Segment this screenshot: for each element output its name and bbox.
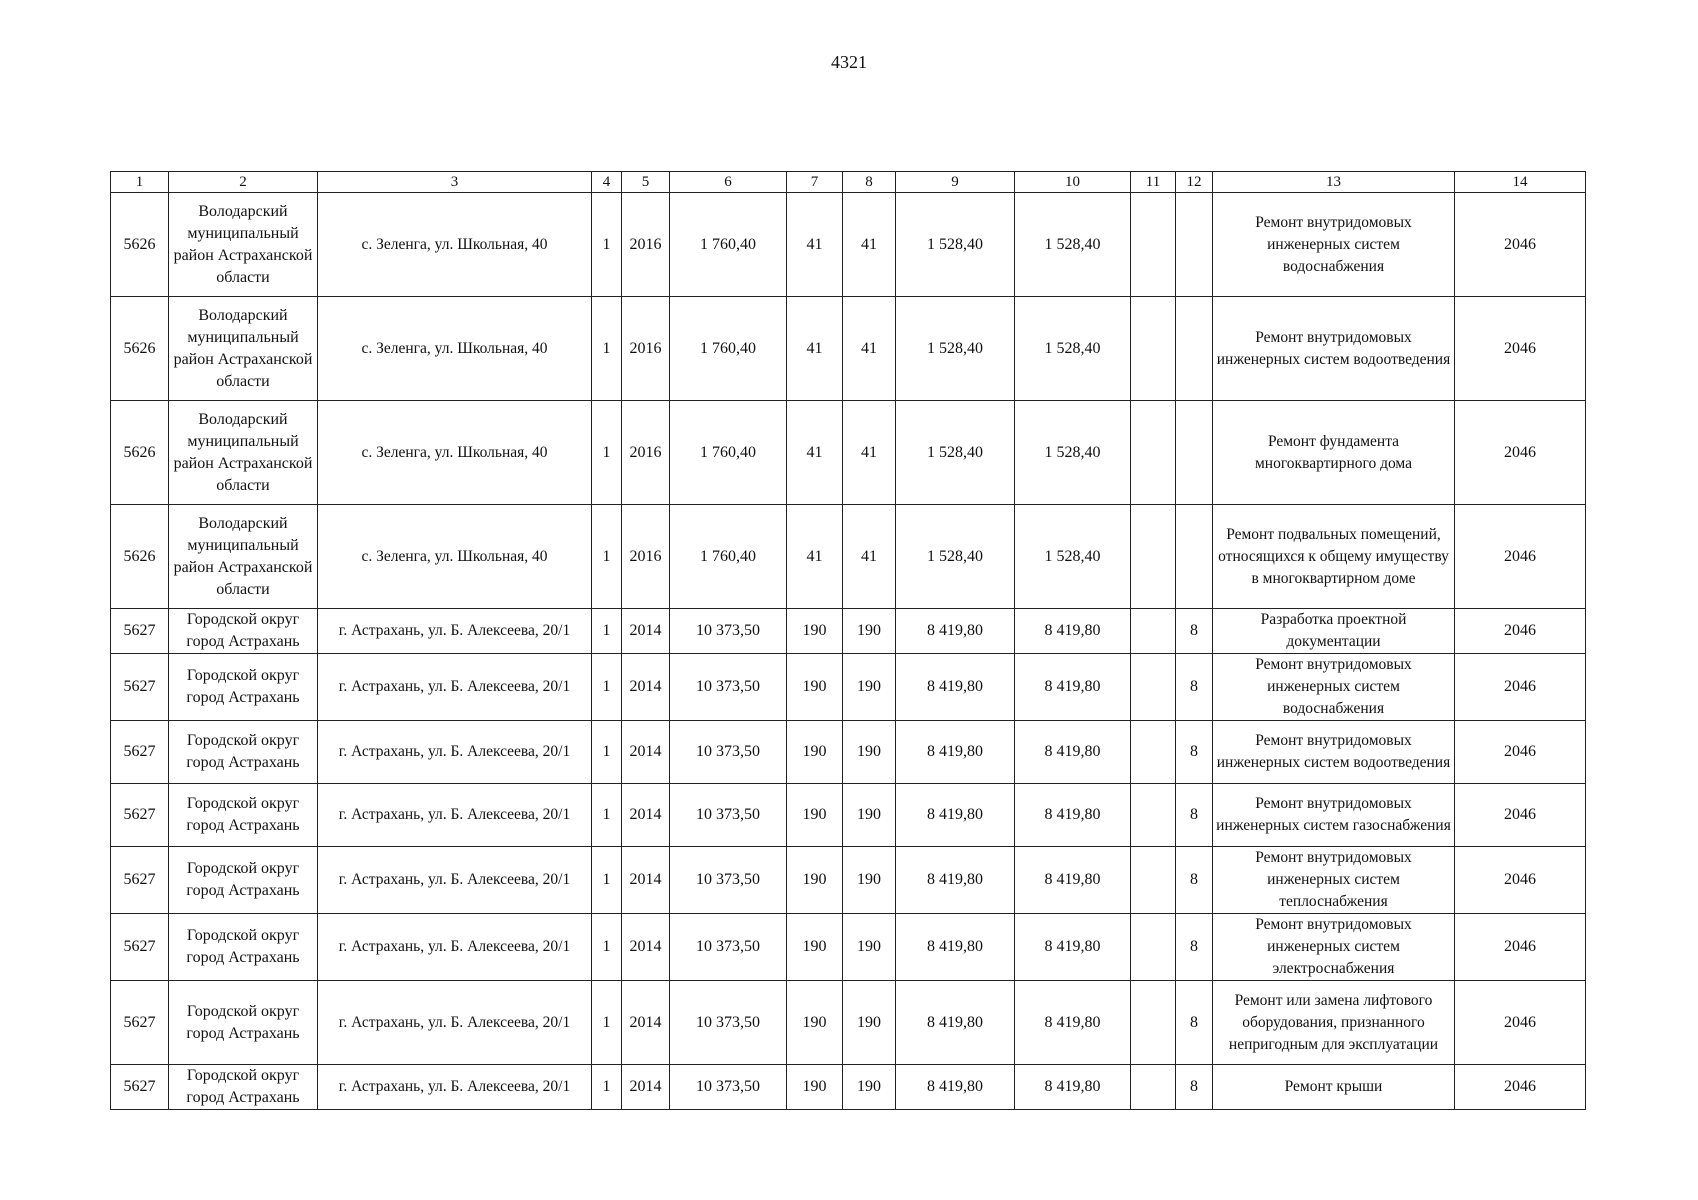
column-header: 2	[169, 172, 318, 193]
year-cell: 2014	[622, 784, 670, 847]
total-area-cell: 10 373,50	[670, 609, 787, 654]
area-cell-9: 8 419,80	[896, 784, 1015, 847]
area-cell-10: 8 419,80	[1015, 609, 1131, 654]
plan-year-cell: 2046	[1455, 654, 1586, 721]
table-row	[111, 505, 1586, 609]
total-area-cell: 10 373,50	[670, 981, 787, 1065]
house-id-cell: 5626	[111, 297, 169, 401]
total-area-cell: 10 373,50	[670, 1065, 787, 1110]
page-number: 4321	[831, 52, 867, 72]
work-type-cell: Ремонт внутридомовых инженерных систем теплоснабжения	[1213, 847, 1455, 914]
address-cell: г. Астрахань, ул. Б. Алексеева, 20/1	[318, 784, 592, 847]
work-type-cell: Ремонт крыши	[1213, 1065, 1455, 1110]
house-id-cell: 5626	[111, 401, 169, 505]
col12-cell: 8	[1176, 654, 1213, 721]
area-cell-10: 1 528,40	[1015, 505, 1131, 609]
col8-cell: 41	[843, 193, 896, 297]
area-cell-10: 8 419,80	[1015, 784, 1131, 847]
column-header: 4	[592, 172, 622, 193]
column-header: 11	[1131, 172, 1176, 193]
col4-cell: 1	[592, 784, 622, 847]
column-number-row	[111, 172, 1586, 193]
col8-cell: 190	[843, 981, 896, 1065]
col8-cell: 190	[843, 784, 896, 847]
col11-cell	[1131, 297, 1176, 401]
col4-cell: 1	[592, 914, 622, 981]
col7-cell: 41	[787, 401, 843, 505]
column-header: 7	[787, 172, 843, 193]
col4-cell: 1	[592, 505, 622, 609]
area-cell-10: 8 419,80	[1015, 1065, 1131, 1110]
column-header: 10	[1015, 172, 1131, 193]
total-area-cell: 1 760,40	[670, 505, 787, 609]
table-row	[111, 654, 1586, 721]
year-cell: 2014	[622, 1065, 670, 1110]
col11-cell	[1131, 1065, 1176, 1110]
col11-cell	[1131, 981, 1176, 1065]
total-area-cell: 10 373,50	[670, 721, 787, 784]
table-row	[111, 401, 1586, 505]
col11-cell	[1131, 914, 1176, 981]
column-header: 9	[896, 172, 1015, 193]
area-cell-10: 8 419,80	[1015, 981, 1131, 1065]
column-header: 8	[843, 172, 896, 193]
work-type-cell: Разработка проектной документации	[1213, 609, 1455, 654]
table-row	[111, 914, 1586, 981]
plan-year-cell: 2046	[1455, 193, 1586, 297]
year-cell: 2014	[622, 654, 670, 721]
house-id-cell: 5627	[111, 721, 169, 784]
address-cell: г. Астрахань, ул. Б. Алексеева, 20/1	[318, 981, 592, 1065]
year-cell: 2016	[622, 297, 670, 401]
address-cell: с. Зеленга, ул. Школьная, 40	[318, 297, 592, 401]
col8-cell: 190	[843, 654, 896, 721]
total-area-cell: 10 373,50	[670, 914, 787, 981]
address-cell: с. Зеленга, ул. Школьная, 40	[318, 193, 592, 297]
table-row	[111, 981, 1586, 1065]
municipality-cell: Городской округ город Астрахань	[169, 1065, 318, 1110]
col12-cell	[1176, 193, 1213, 297]
plan-year-cell: 2046	[1455, 981, 1586, 1065]
address-cell: г. Астрахань, ул. Б. Алексеева, 20/1	[318, 721, 592, 784]
col8-cell: 190	[843, 609, 896, 654]
total-area-cell: 1 760,40	[670, 401, 787, 505]
total-area-cell: 1 760,40	[670, 193, 787, 297]
col7-cell: 190	[787, 981, 843, 1065]
plan-year-cell: 2046	[1455, 297, 1586, 401]
plan-year-cell: 2046	[1455, 784, 1586, 847]
municipality-cell: Городской округ город Астрахань	[169, 914, 318, 981]
col8-cell: 190	[843, 914, 896, 981]
col4-cell: 1	[592, 1065, 622, 1110]
col4-cell: 1	[592, 401, 622, 505]
col8-cell: 41	[843, 297, 896, 401]
work-type-cell: Ремонт внутридомовых инженерных систем электроснабжения	[1213, 914, 1455, 981]
col11-cell	[1131, 193, 1176, 297]
area-cell-9: 1 528,40	[896, 193, 1015, 297]
table-row	[111, 193, 1586, 297]
plan-year-cell: 2046	[1455, 401, 1586, 505]
col8-cell: 41	[843, 401, 896, 505]
municipality-cell: Городской округ город Астрахань	[169, 981, 318, 1065]
plan-year-cell: 2046	[1455, 1065, 1586, 1110]
registry-table	[110, 171, 1586, 1110]
area-cell-10: 1 528,40	[1015, 193, 1131, 297]
area-cell-9: 1 528,40	[896, 401, 1015, 505]
address-cell: г. Астрахань, ул. Б. Алексеева, 20/1	[318, 847, 592, 914]
area-cell-9: 8 419,80	[896, 1065, 1015, 1110]
col7-cell: 190	[787, 1065, 843, 1110]
address-cell: с. Зеленга, ул. Школьная, 40	[318, 505, 592, 609]
col7-cell: 190	[787, 721, 843, 784]
house-id-cell: 5627	[111, 1065, 169, 1110]
col11-cell	[1131, 847, 1176, 914]
house-id-cell: 5627	[111, 914, 169, 981]
col4-cell: 1	[592, 847, 622, 914]
area-cell-9: 1 528,40	[896, 297, 1015, 401]
work-type-cell: Ремонт фундамента многоквартирного дома	[1213, 401, 1455, 505]
house-id-cell: 5626	[111, 193, 169, 297]
col7-cell: 190	[787, 847, 843, 914]
col8-cell: 190	[843, 1065, 896, 1110]
area-cell-9: 8 419,80	[896, 721, 1015, 784]
col11-cell	[1131, 784, 1176, 847]
area-cell-9: 8 419,80	[896, 981, 1015, 1065]
col11-cell	[1131, 721, 1176, 784]
total-area-cell: 10 373,50	[670, 847, 787, 914]
house-id-cell: 5627	[111, 784, 169, 847]
col4-cell: 1	[592, 654, 622, 721]
area-cell-9: 1 528,40	[896, 505, 1015, 609]
col12-cell: 8	[1176, 1065, 1213, 1110]
area-cell-9: 8 419,80	[896, 914, 1015, 981]
municipality-cell: Городской округ город Астрахань	[169, 654, 318, 721]
area-cell-10: 1 528,40	[1015, 297, 1131, 401]
col4-cell: 1	[592, 609, 622, 654]
col8-cell: 41	[843, 505, 896, 609]
municipality-cell: Городской округ город Астрахань	[169, 784, 318, 847]
col7-cell: 41	[787, 193, 843, 297]
area-cell-9: 8 419,80	[896, 654, 1015, 721]
area-cell-10: 8 419,80	[1015, 721, 1131, 784]
work-type-cell: Ремонт внутридомовых инженерных систем водоснабжения	[1213, 654, 1455, 721]
year-cell: 2014	[622, 721, 670, 784]
col12-cell: 8	[1176, 609, 1213, 654]
house-id-cell: 5627	[111, 847, 169, 914]
year-cell: 2014	[622, 609, 670, 654]
col12-cell: 8	[1176, 847, 1213, 914]
work-type-cell: Ремонт подвальных помещений, относящихся к общему имуществу в многоквартирном доме	[1213, 505, 1455, 609]
year-cell: 2014	[622, 981, 670, 1065]
address-cell: г. Астрахань, ул. Б. Алексеева, 20/1	[318, 914, 592, 981]
area-cell-9: 8 419,80	[896, 609, 1015, 654]
municipality-cell: Городской округ город Астрахань	[169, 721, 318, 784]
col7-cell: 190	[787, 784, 843, 847]
municipality-cell: Городской округ город Астрахань	[169, 609, 318, 654]
area-cell-9: 8 419,80	[896, 847, 1015, 914]
house-id-cell: 5627	[111, 654, 169, 721]
municipality-cell: Володарский муниципальный район Астраханской области	[169, 297, 318, 401]
total-area-cell: 10 373,50	[670, 784, 787, 847]
col7-cell: 190	[787, 654, 843, 721]
col12-cell: 8	[1176, 721, 1213, 784]
table-body	[111, 193, 1586, 1110]
col7-cell: 41	[787, 297, 843, 401]
col12-cell: 8	[1176, 784, 1213, 847]
total-area-cell: 10 373,50	[670, 654, 787, 721]
year-cell: 2014	[622, 847, 670, 914]
work-type-cell: Ремонт внутридомовых инженерных систем водоснабжения	[1213, 193, 1455, 297]
year-cell: 2016	[622, 401, 670, 505]
col12-cell	[1176, 401, 1213, 505]
address-cell: г. Астрахань, ул. Б. Алексеева, 20/1	[318, 609, 592, 654]
year-cell: 2014	[622, 914, 670, 981]
area-cell-10: 8 419,80	[1015, 847, 1131, 914]
col4-cell: 1	[592, 981, 622, 1065]
col8-cell: 190	[843, 847, 896, 914]
municipality-cell: Городской округ город Астрахань	[169, 847, 318, 914]
total-area-cell: 1 760,40	[670, 297, 787, 401]
col4-cell: 1	[592, 193, 622, 297]
column-header: 6	[670, 172, 787, 193]
col12-cell	[1176, 505, 1213, 609]
column-header: 13	[1213, 172, 1455, 193]
col7-cell: 41	[787, 505, 843, 609]
table-row	[111, 609, 1586, 654]
col7-cell: 190	[787, 609, 843, 654]
year-cell: 2016	[622, 505, 670, 609]
plan-year-cell: 2046	[1455, 609, 1586, 654]
address-cell: г. Астрахань, ул. Б. Алексеева, 20/1	[318, 1065, 592, 1110]
col11-cell	[1131, 654, 1176, 721]
column-header: 14	[1455, 172, 1586, 193]
plan-year-cell: 2046	[1455, 847, 1586, 914]
column-header: 3	[318, 172, 592, 193]
work-type-cell: Ремонт или замена лифтового оборудования, признанного непригодным для эксплуатации	[1213, 981, 1455, 1065]
col12-cell: 8	[1176, 914, 1213, 981]
column-header: 5	[622, 172, 670, 193]
work-type-cell: Ремонт внутридомовых инженерных систем газоснабжения	[1213, 784, 1455, 847]
area-cell-10: 1 528,40	[1015, 401, 1131, 505]
plan-year-cell: 2046	[1455, 914, 1586, 981]
table-row	[111, 847, 1586, 914]
col4-cell: 1	[592, 297, 622, 401]
column-header: 12	[1176, 172, 1213, 193]
table-row	[111, 784, 1586, 847]
table-row	[111, 297, 1586, 401]
col11-cell	[1131, 505, 1176, 609]
work-type-cell: Ремонт внутридомовых инженерных систем водоотведения	[1213, 297, 1455, 401]
column-header: 1	[111, 172, 169, 193]
table-row	[111, 1065, 1586, 1110]
col4-cell: 1	[592, 721, 622, 784]
table-row	[111, 721, 1586, 784]
house-id-cell: 5627	[111, 609, 169, 654]
address-cell: г. Астрахань, ул. Б. Алексеева, 20/1	[318, 654, 592, 721]
house-id-cell: 5627	[111, 981, 169, 1065]
col11-cell	[1131, 609, 1176, 654]
municipality-cell: Володарский муниципальный район Астраханской области	[169, 193, 318, 297]
area-cell-10: 8 419,80	[1015, 914, 1131, 981]
address-cell: с. Зеленга, ул. Школьная, 40	[318, 401, 592, 505]
year-cell: 2016	[622, 193, 670, 297]
plan-year-cell: 2046	[1455, 721, 1586, 784]
col12-cell: 8	[1176, 981, 1213, 1065]
municipality-cell: Володарский муниципальный район Астраханской области	[169, 505, 318, 609]
area-cell-10: 8 419,80	[1015, 654, 1131, 721]
col7-cell: 190	[787, 914, 843, 981]
col8-cell: 190	[843, 721, 896, 784]
plan-year-cell: 2046	[1455, 505, 1586, 609]
house-id-cell: 5626	[111, 505, 169, 609]
work-type-cell: Ремонт внутридомовых инженерных систем водоотведения	[1213, 721, 1455, 784]
col11-cell	[1131, 401, 1176, 505]
col12-cell	[1176, 297, 1213, 401]
municipality-cell: Володарский муниципальный район Астраханской области	[169, 401, 318, 505]
